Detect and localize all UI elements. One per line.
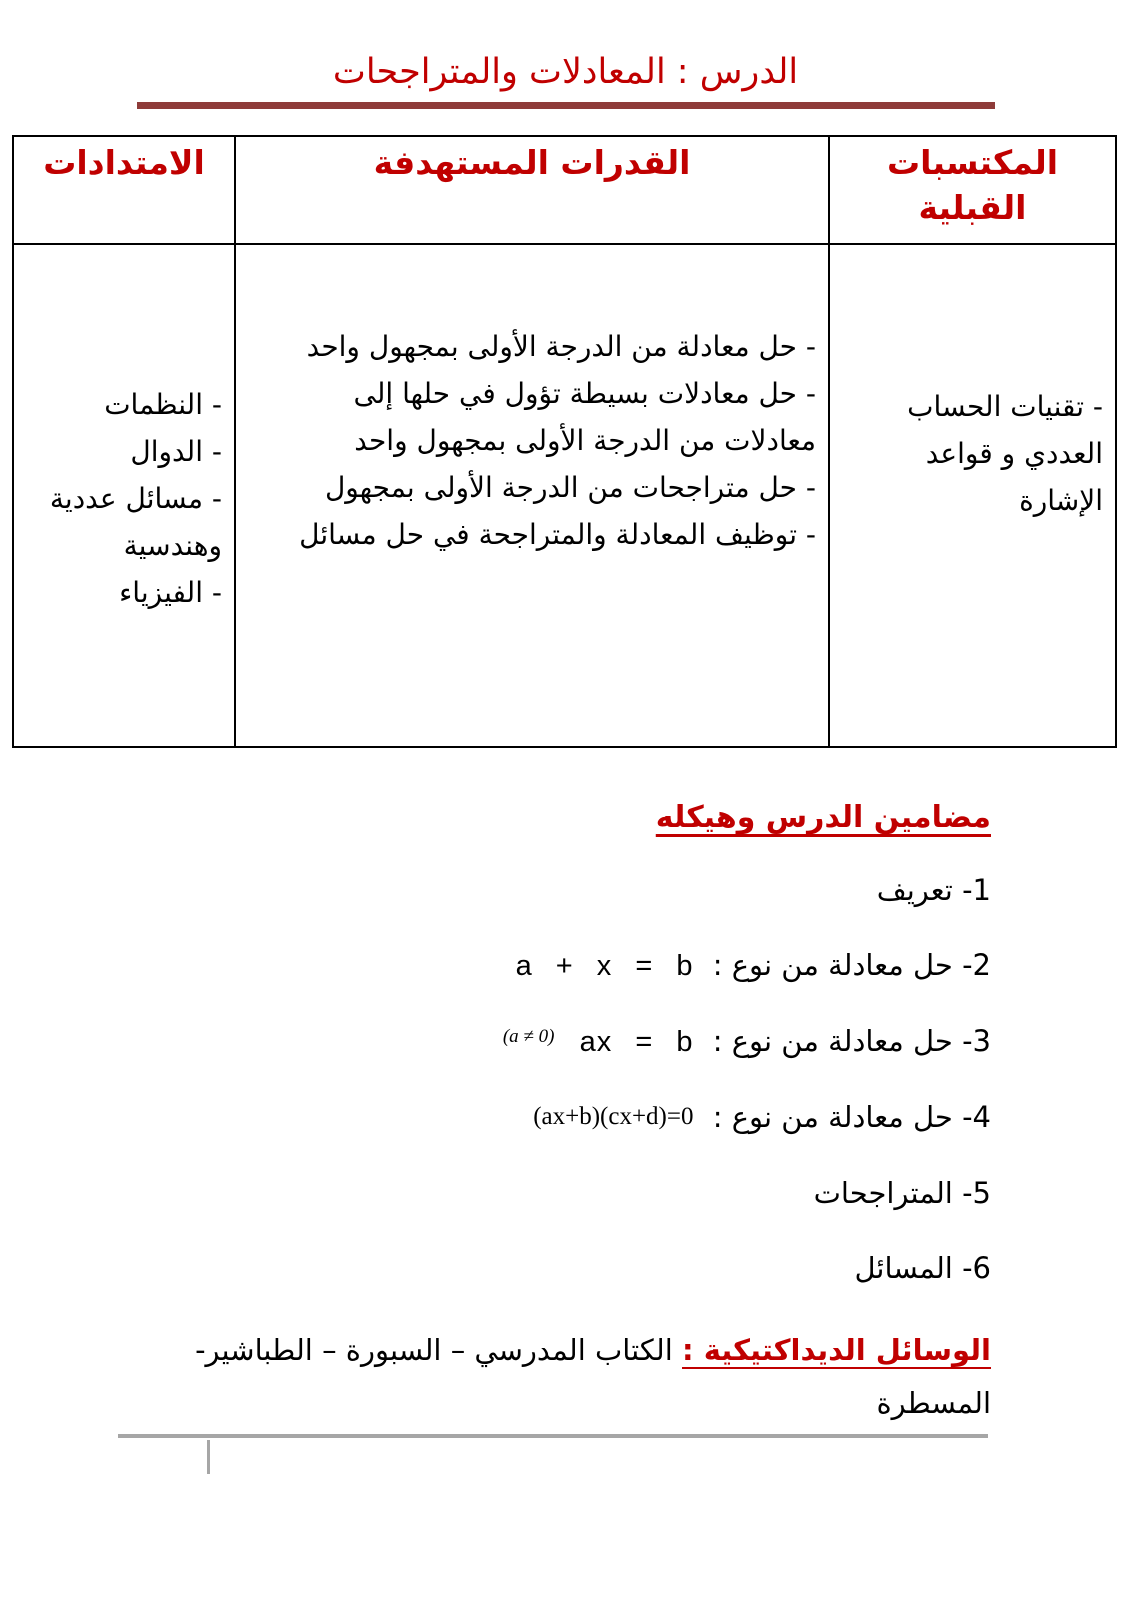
target-capacity-item: - حل متراجحات من الدرجة الأولى بمجهول <box>324 471 816 505</box>
header-extensions: الامتدادات <box>13 136 235 244</box>
extension-item: - الفيزياء <box>119 576 222 610</box>
content-item-6-text: 6- المسائل <box>854 1250 991 1285</box>
extension-item: - مسائل عددية وهندسية <box>49 482 222 563</box>
lesson-contents-section <box>0 800 1131 1431</box>
cell-target-capacities <box>235 244 829 747</box>
extension-item: - الدوال <box>130 435 222 469</box>
table-header-row <box>13 136 1116 244</box>
target-capacity-item: - حل معادلات بسيطة تؤول في حلها إلى معادلات من الدرجة الأولى بمجهول واحد <box>353 377 816 458</box>
condition-a-not-zero: (a ≠ 0) <box>502 1026 555 1048</box>
footer-separator-line <box>118 1434 988 1438</box>
didactic-means-label: الوسائل الديداكتيكية : <box>682 1332 991 1367</box>
content-item-4-text: 4- حل معادلة من نوع : <box>712 1100 991 1135</box>
target-capacity-item: - توظيف المعادلة والمتراجحة في حل مسائل <box>299 518 816 552</box>
didactic-means-paragraph <box>120 1324 991 1431</box>
equation-a-plus-x-equals-b: a + x = b <box>515 950 694 983</box>
header-target-capacities: القدرات المستهدفة <box>235 136 829 244</box>
lesson-info-table <box>12 135 1117 748</box>
footer-tick-mark <box>207 1440 210 1474</box>
table-body-row <box>13 244 1116 747</box>
header-prior-acquisitions: المكتسبات القبلية <box>829 136 1116 244</box>
content-item-5-text: 5- المتراجحات <box>813 1175 991 1210</box>
content-item-2 <box>120 946 991 986</box>
cell-prior-acquisitions <box>829 244 1116 747</box>
content-item-3-text: 3- حل معادلة من نوع : <box>712 1024 991 1059</box>
didactic-means-line2: المسطرة <box>876 1386 991 1421</box>
target-capacity-item: - حل معادلة من الدرجة الأولى بمجهول واحد <box>306 330 816 363</box>
didactic-means-text: الكتاب المدرسي – السبورة – الطباشير- <box>195 1332 673 1367</box>
equation-ax-equals-b: ax = b <box>579 1026 694 1059</box>
content-item-1-text: 1- تعريف <box>876 873 991 907</box>
content-item-2-text: 2- حل معادلة من نوع : <box>712 948 991 983</box>
content-item-6 <box>120 1249 991 1288</box>
content-item-3 <box>120 1022 991 1062</box>
content-item-4 <box>120 1098 991 1137</box>
content-item-1 <box>120 871 991 910</box>
cell-extensions <box>13 244 235 747</box>
content-item-5 <box>120 1174 991 1213</box>
extension-item: - النظمات <box>104 388 222 421</box>
prior-acquisitions-text: - تقنيات الحساب العددي و قواعد الإشارة <box>907 390 1103 518</box>
title-double-underline <box>137 102 995 109</box>
equation-product-equals-zero: (ax+b)(cx+d)=0 <box>533 1103 694 1131</box>
contents-heading: مضامين الدرس وهيكله <box>655 800 991 835</box>
document-title: الدرس : المعادلات والمتراجحات <box>332 52 799 92</box>
